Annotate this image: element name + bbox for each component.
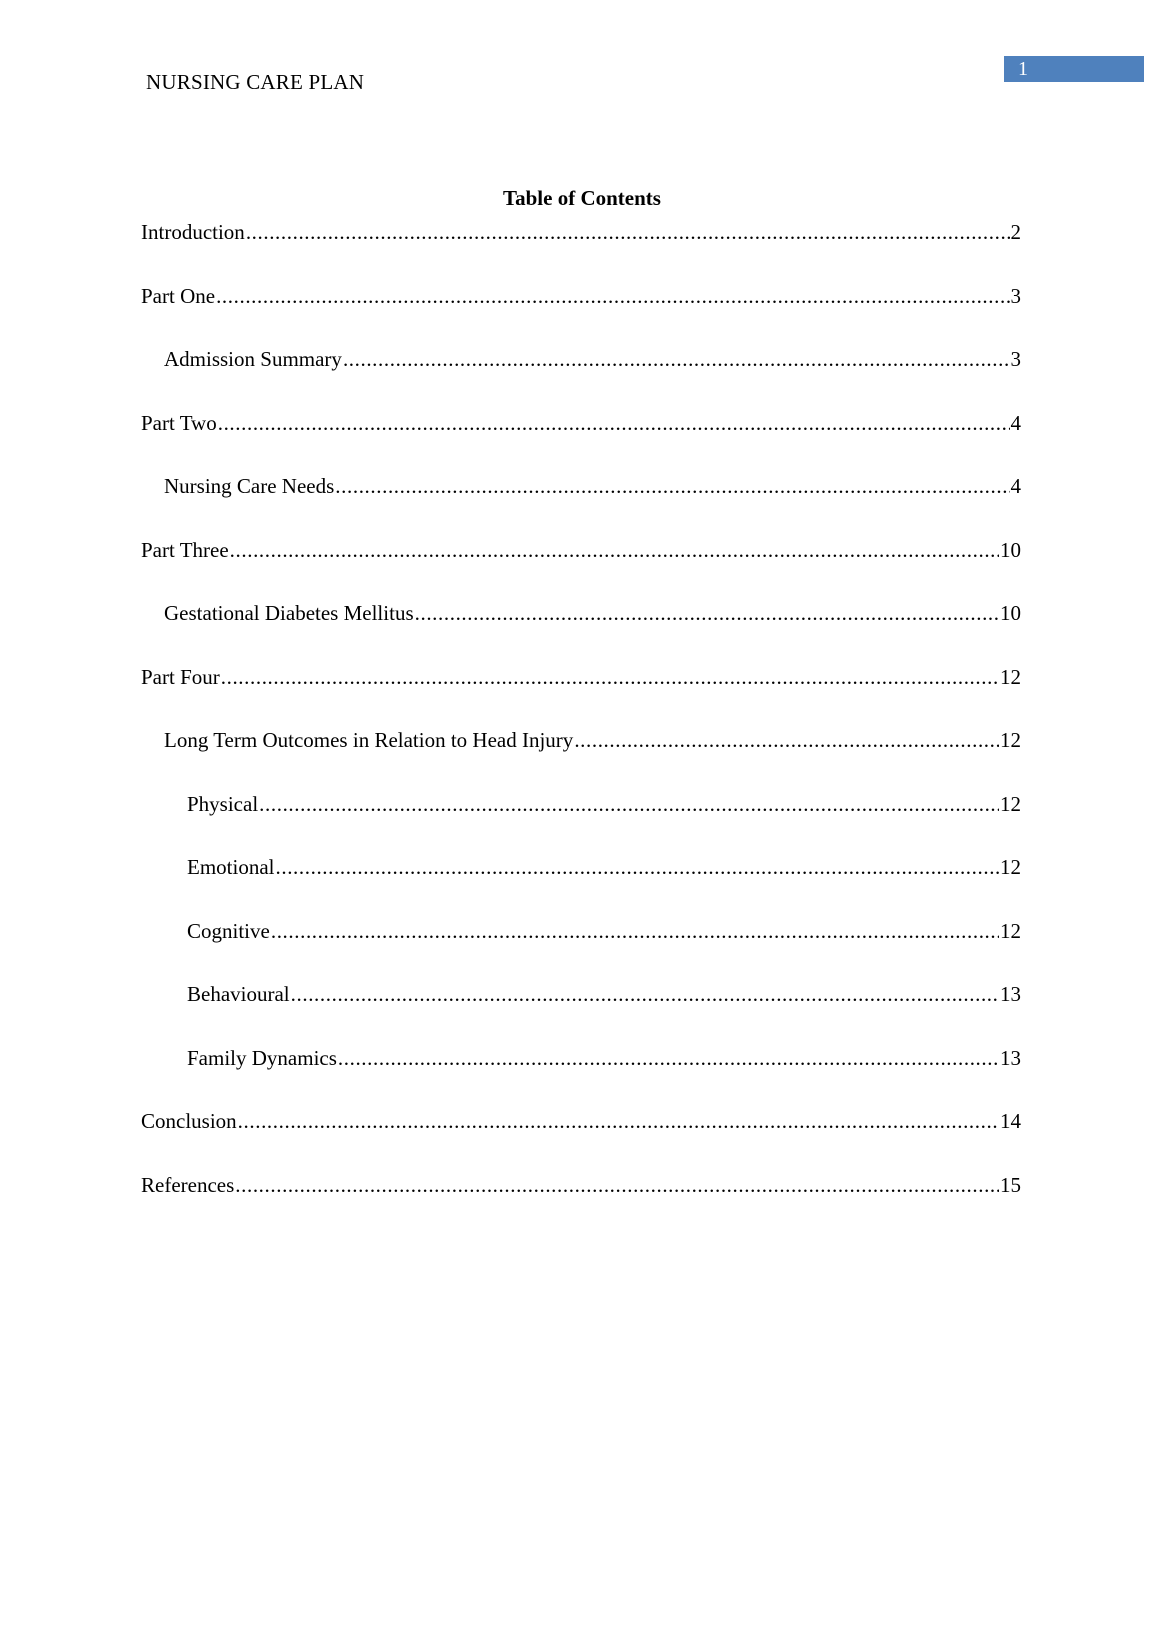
toc-dot-leader xyxy=(235,1171,999,1199)
toc-title: Table of Contents xyxy=(503,186,661,210)
toc-entry-label: Emotional xyxy=(187,855,275,879)
toc-entry-label: References xyxy=(141,1172,235,1197)
toc-dot-leader xyxy=(291,980,999,1008)
toc-dot-leader xyxy=(415,599,999,627)
toc-entry-label: Admission Summary xyxy=(164,347,342,371)
toc-entry-page: 4 xyxy=(1010,474,1021,498)
toc-entry-long-term-outcomes[interactable] xyxy=(141,726,1021,790)
toc-entry-behavioural[interactable] xyxy=(141,980,1021,1044)
toc-entry-cognitive[interactable] xyxy=(141,917,1021,981)
toc-entry-physical[interactable] xyxy=(141,790,1021,854)
toc-entry-introduction[interactable] xyxy=(141,218,1021,282)
toc-entry-page: 12 xyxy=(1000,664,1021,689)
toc-dot-leader xyxy=(335,472,1009,500)
toc-dot-leader xyxy=(246,218,1010,246)
toc-entry-page: 10 xyxy=(1000,601,1021,625)
toc-entry-page: 12 xyxy=(1000,918,1021,943)
toc-entry-label: Cognitive xyxy=(187,918,270,943)
toc-entry-page: 2 xyxy=(1010,220,1021,244)
toc-entry-label: Part One xyxy=(141,283,216,308)
toc-entry-part-three[interactable] xyxy=(141,536,1021,600)
page-number: 1 xyxy=(1004,56,1144,82)
toc-entry-part-two[interactable] xyxy=(141,409,1021,473)
toc-dot-leader xyxy=(574,726,999,754)
toc-entry-page: 12 xyxy=(1000,855,1021,879)
toc-entry-page: 10 xyxy=(1000,537,1021,562)
toc-dot-leader xyxy=(276,853,1000,881)
toc-entry-page: 3 xyxy=(1010,347,1021,371)
toc-entry-gestational-diabetes[interactable] xyxy=(141,599,1021,663)
toc-entry-label: Physical xyxy=(187,791,259,816)
toc-entry-label: Part Two xyxy=(141,410,217,435)
toc-entry-conclusion[interactable] xyxy=(141,1107,1021,1171)
toc-entry-page: 4 xyxy=(1010,410,1021,435)
running-head: NURSING CARE PLAN xyxy=(146,70,365,94)
table-of-contents xyxy=(141,218,1021,1234)
toc-entry-page: 14 xyxy=(1000,1109,1021,1133)
toc-dot-leader xyxy=(238,1107,999,1135)
toc-entry-page: 12 xyxy=(1000,791,1021,816)
toc-entry-admission-summary[interactable] xyxy=(141,345,1021,409)
toc-entry-label: Behavioural xyxy=(187,982,290,1006)
toc-entry-label: Part Three xyxy=(141,537,229,562)
toc-entry-label: Gestational Diabetes Mellitus xyxy=(164,601,414,625)
toc-entry-page: 12 xyxy=(1000,728,1021,752)
toc-entry-emotional[interactable] xyxy=(141,853,1021,917)
toc-entry-page: 13 xyxy=(1000,1045,1021,1070)
toc-dot-leader xyxy=(216,282,1009,310)
toc-dot-leader xyxy=(259,790,999,818)
toc-entry-label: Part Four xyxy=(141,664,220,689)
toc-entry-part-four[interactable] xyxy=(141,663,1021,727)
toc-dot-leader xyxy=(221,663,999,691)
toc-entry-label: Introduction xyxy=(141,220,245,244)
toc-entry-page: 15 xyxy=(1000,1172,1021,1197)
toc-dot-leader xyxy=(218,409,1010,437)
toc-entry-page: 13 xyxy=(1000,982,1021,1006)
toc-entry-references[interactable] xyxy=(141,1171,1021,1235)
toc-dot-leader xyxy=(343,345,1010,373)
toc-entry-part-one[interactable] xyxy=(141,282,1021,346)
toc-entry-family-dynamics[interactable] xyxy=(141,1044,1021,1108)
toc-dot-leader xyxy=(338,1044,999,1072)
toc-entry-label: Long Term Outcomes in Relation to Head Injury xyxy=(164,728,574,752)
toc-entry-page: 3 xyxy=(1010,283,1021,308)
toc-dot-leader xyxy=(271,917,999,945)
toc-entry-nursing-care-needs[interactable] xyxy=(141,472,1021,536)
toc-entry-label: Nursing Care Needs xyxy=(164,474,335,498)
toc-entry-label: Conclusion xyxy=(141,1109,237,1133)
toc-dot-leader xyxy=(230,536,999,564)
toc-entry-label: Family Dynamics xyxy=(187,1045,337,1070)
